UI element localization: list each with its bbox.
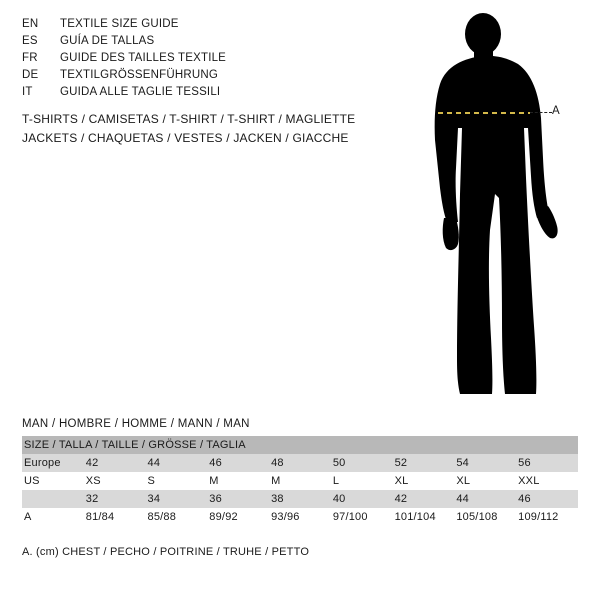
cell-us-3: M: [269, 472, 331, 490]
cell-a-4: 97/100: [331, 508, 393, 526]
cell-a-2: 89/92: [207, 508, 269, 526]
language-row-es: [22, 33, 382, 50]
table-title: MAN / HOMBRE / HOMME / MANN / MAN: [22, 418, 250, 430]
cell-a-0: 81/84: [84, 508, 146, 526]
chest-marker-label: A: [552, 105, 561, 117]
language-code-es: ES: [22, 35, 38, 47]
row-label-us: US: [22, 472, 84, 490]
cell-usnum-2: 36: [207, 490, 269, 508]
cell-usnum-3: 38: [269, 490, 331, 508]
measurement-footnote: A. (cm) CHEST / PECHO / POITRINE / TRUHE / PETTO: [22, 546, 310, 558]
cell-us-7: XXL: [516, 472, 578, 490]
language-code-it: IT: [22, 86, 33, 98]
male-silhouette-illustration: [400, 8, 600, 408]
cell-a-7: 109/112: [516, 508, 578, 526]
size-table: [22, 436, 578, 526]
cell-usnum-0: 32: [84, 490, 146, 508]
cell-europe-7: 56: [516, 454, 578, 472]
language-text-de: TEXTILGRÖSSENFÜHRUNG: [60, 69, 218, 81]
language-text-it: GUIDA ALLE TAGLIE TESSILI: [60, 86, 221, 98]
table-row: [22, 490, 578, 508]
chest-marker-dashes: [530, 112, 552, 113]
language-list: [22, 16, 382, 101]
garment-line-jackets: JACKETS / CHAQUETAS / VESTES / JACKEN / GIACCHE: [22, 131, 349, 145]
language-row-it: [22, 84, 382, 101]
cell-a-5: 101/104: [393, 508, 455, 526]
cell-a-6: 105/108: [454, 508, 516, 526]
cell-europe-3: 48: [269, 454, 331, 472]
cell-usnum-7: 46: [516, 490, 578, 508]
language-code-fr: FR: [22, 52, 38, 64]
row-label-europe: Europe: [22, 454, 84, 472]
garment-line-tshirts: T-SHIRTS / CAMISETAS / T-SHIRT / T-SHIRT / MAGLIETTE: [22, 112, 356, 126]
table-row: [22, 508, 578, 526]
cell-usnum-5: 42: [393, 490, 455, 508]
cell-usnum-1: 34: [146, 490, 208, 508]
cell-europe-1: 44: [146, 454, 208, 472]
cell-europe-6: 54: [454, 454, 516, 472]
cell-us-5: XL: [393, 472, 455, 490]
row-label-us-numeric: [22, 490, 84, 508]
garment-type-list: [22, 110, 422, 148]
language-text-en: TEXTILE SIZE GUIDE: [60, 18, 179, 30]
cell-us-6: XL: [454, 472, 516, 490]
cell-us-0: XS: [84, 472, 146, 490]
table-row: [22, 472, 578, 490]
language-text-fr: GUIDE DES TAILLES TEXTILE: [60, 52, 227, 64]
language-code-en: EN: [22, 18, 39, 30]
language-row-en: [22, 16, 382, 33]
cell-europe-5: 52: [393, 454, 455, 472]
language-row-fr: [22, 50, 382, 67]
table-header-label: SIZE / TALLA / TAILLE / GRÖSSE / TAGLIA: [22, 436, 578, 454]
table-header-row: [22, 436, 578, 454]
cell-a-1: 85/88: [146, 508, 208, 526]
cell-europe-4: 50: [331, 454, 393, 472]
cell-a-3: 93/96: [269, 508, 331, 526]
size-table-section: [22, 418, 578, 526]
cell-us-1: S: [146, 472, 208, 490]
cell-usnum-6: 44: [454, 490, 516, 508]
cell-usnum-4: 40: [331, 490, 393, 508]
cell-europe-2: 46: [207, 454, 269, 472]
language-code-de: DE: [22, 69, 39, 81]
language-row-de: [22, 67, 382, 84]
cell-us-2: M: [207, 472, 269, 490]
table-row: [22, 454, 578, 472]
cell-us-4: L: [331, 472, 393, 490]
row-label-a: A: [22, 508, 84, 526]
language-text-es: GUÍA DE TALLAS: [60, 35, 155, 47]
cell-europe-0: 42: [84, 454, 146, 472]
